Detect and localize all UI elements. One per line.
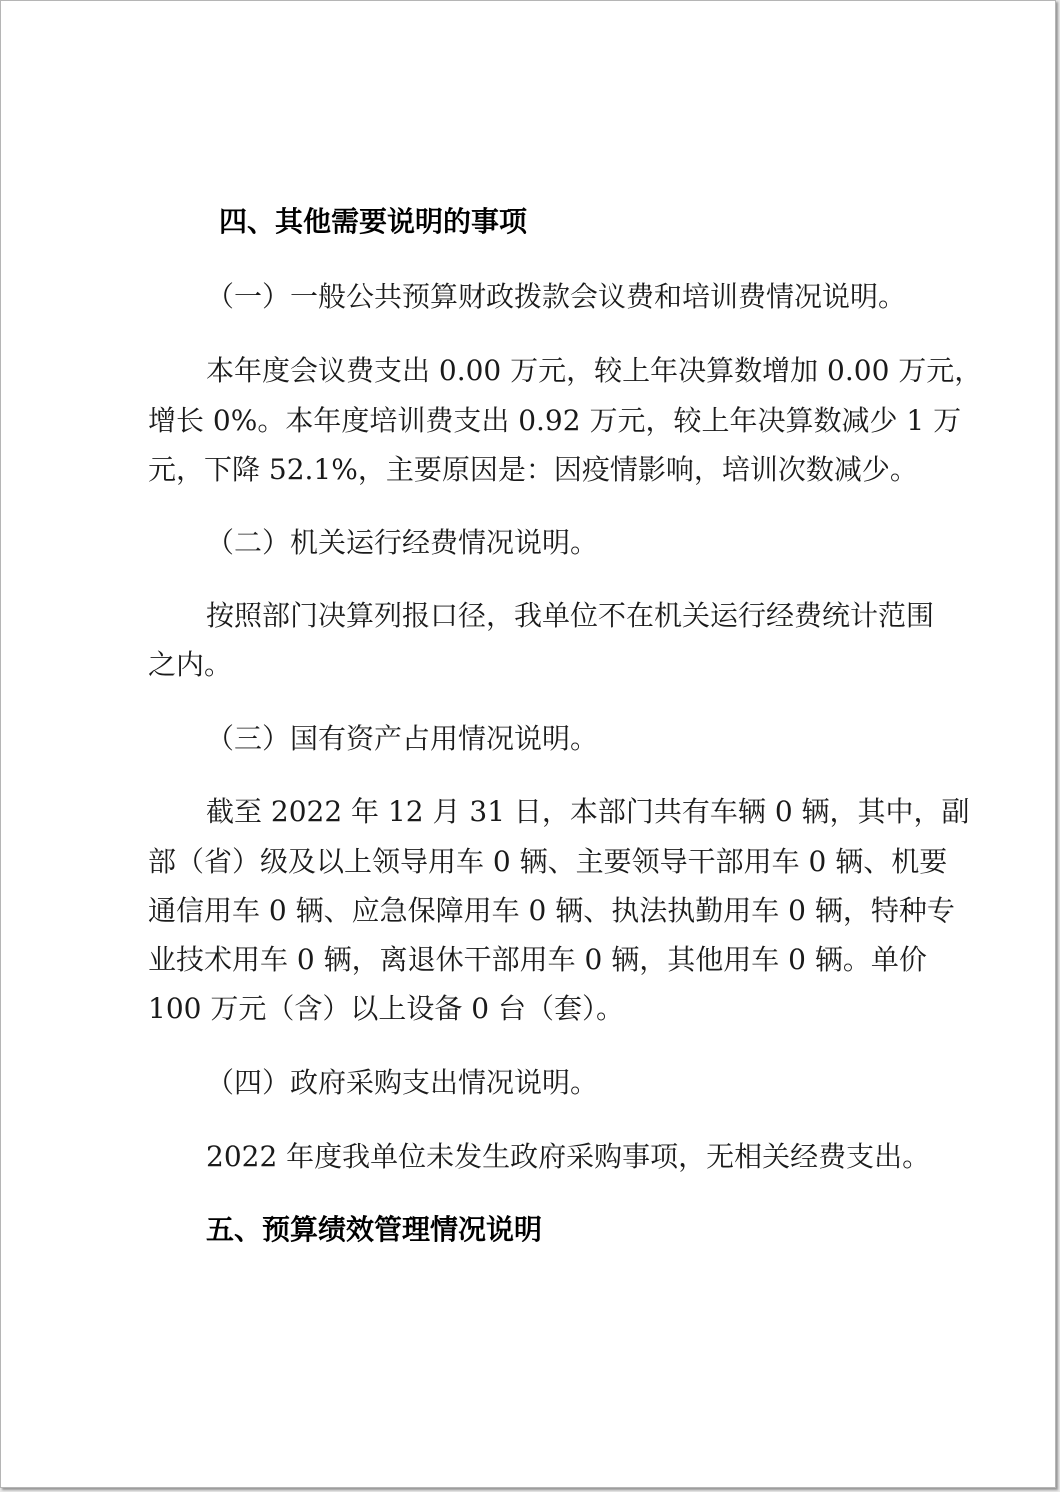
section-4-heading: 四、其他需要说明的事项	[219, 205, 528, 238]
subsection-4-title: （四）政府采购支出情况说明。	[206, 1066, 599, 1099]
subsection-3-paragraph-line: 100 万元（含）以上设备 0 台（套）。	[148, 992, 624, 1025]
subsection-3-title: （三）国有资产占用情况说明。	[206, 722, 599, 755]
subsection-1-paragraph-line: 增长 0%。本年度培训费支出 0.92 万元，较上年决算数减少 1 万	[148, 404, 962, 437]
subsection-3-paragraph-line: 截至 2022 年 12 月 31 日，本部门共有车辆 0 辆，其中，副	[206, 795, 970, 828]
subsection-1-title: （一）一般公共预算财政拨款会议费和培训费情况说明。	[206, 280, 907, 313]
subsection-1-paragraph-line: 元，下降 52.1%，主要原因是：因疫情影响，培训次数减少。	[148, 453, 918, 486]
subsection-2-title: （二）机关运行经费情况说明。	[206, 526, 599, 559]
subsection-3-paragraph-line: 业技术用车 0 辆，离退休干部用车 0 辆，其他用车 0 辆。单价	[148, 943, 927, 976]
subsection-1-paragraph-line: 本年度会议费支出 0.00 万元，较上年决算数增加 0.00 万元，	[206, 354, 983, 387]
subsection-2-paragraph-line: 之内。	[148, 648, 233, 681]
subsection-3-paragraph-line: 部（省）级及以上领导用车 0 辆、主要领导干部用车 0 辆、机要	[148, 845, 948, 878]
subsection-2-paragraph-line: 按照部门决算列报口径，我单位不在机关运行经费统计范围	[206, 599, 935, 632]
section-5-heading: 五、预算绩效管理情况说明	[206, 1213, 543, 1246]
subsection-4-paragraph-line: 2022 年度我单位未发生政府采购事项，无相关经费支出。	[206, 1140, 931, 1173]
subsection-3-paragraph-line: 通信用车 0 辆、应急保障用车 0 辆、执法执勤用车 0 辆，特种专	[148, 894, 955, 927]
